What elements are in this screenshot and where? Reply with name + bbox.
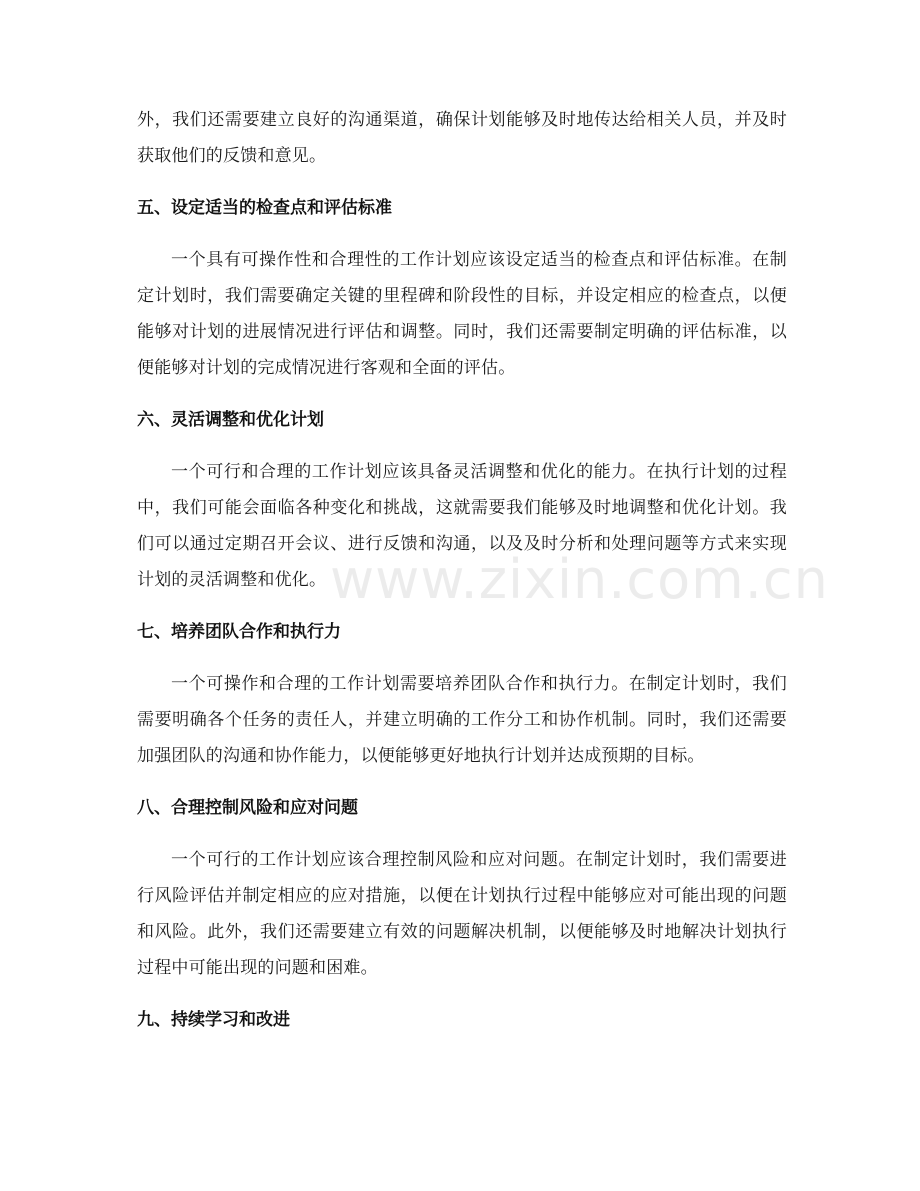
section-heading-5: 五、设定适当的检查点和评估标准 [137,198,392,218]
paragraph-section-6: 一个可行和合理的工作计划应该具备灵活调整和优化的能力。在执行计划的过程中，我们可能会面临各种变化和挑战，这就需要我们能够及时地调整和优化计划。我们可以通过定期召开会议、进行反馈和沟通，以及及时分析和处理问题等方式来实现计划的灵活调整和优化。 [137,462,787,590]
paragraph-section-5: 一个具有可操作性和合理性的工作计划应该设定适当的检查点和评估标准。在制定计划时，我们需要确定关键的里程碑和阶段性的目标，并设定相应的检查点，以便能够对计划的进展情况进行评估和调整。同时，我们还需要制定明确的评估标准，以便能够对计划的完成情况进行客观和全面的评估。 [137,250,787,378]
section-heading-8: 八、合理控制风险和应对问题 [137,798,358,818]
section-heading-7: 七、培养团队合作和执行力 [137,622,341,642]
watermark: www.zixin.com.cn [330,548,829,611]
document-body [137,102,787,1054]
section-heading-9: 九、持续学习和改进 [137,1010,290,1030]
paragraph-section-7: 一个可操作和合理的工作计划需要培养团队合作和执行力。在制定计划时，我们需要明确各个任务的责任人，并建立明确的工作分工和协作机制。同时，我们还需要加强团队的沟通和协作能力，以便能够更好地执行计划并达成预期的目标。 [137,674,787,766]
section-heading-6: 六、灵活调整和优化计划 [137,410,324,430]
paragraph-section-8: 一个可行的工作计划应该合理控制风险和应对问题。在制定计划时，我们需要进行风险评估并制定相应的应对措施，以便在计划执行过程中能够应对可能出现的问题和风险。此外，我们还需要建立有效的问题解决机制，以便能够及时地解决计划执行过程中可能出现的问题和困难。 [137,850,787,978]
paragraph-intro: 外，我们还需要建立良好的沟通渠道，确保计划能够及时地传达给相关人员，并及时获取他们的反馈和意见。 [137,110,787,166]
